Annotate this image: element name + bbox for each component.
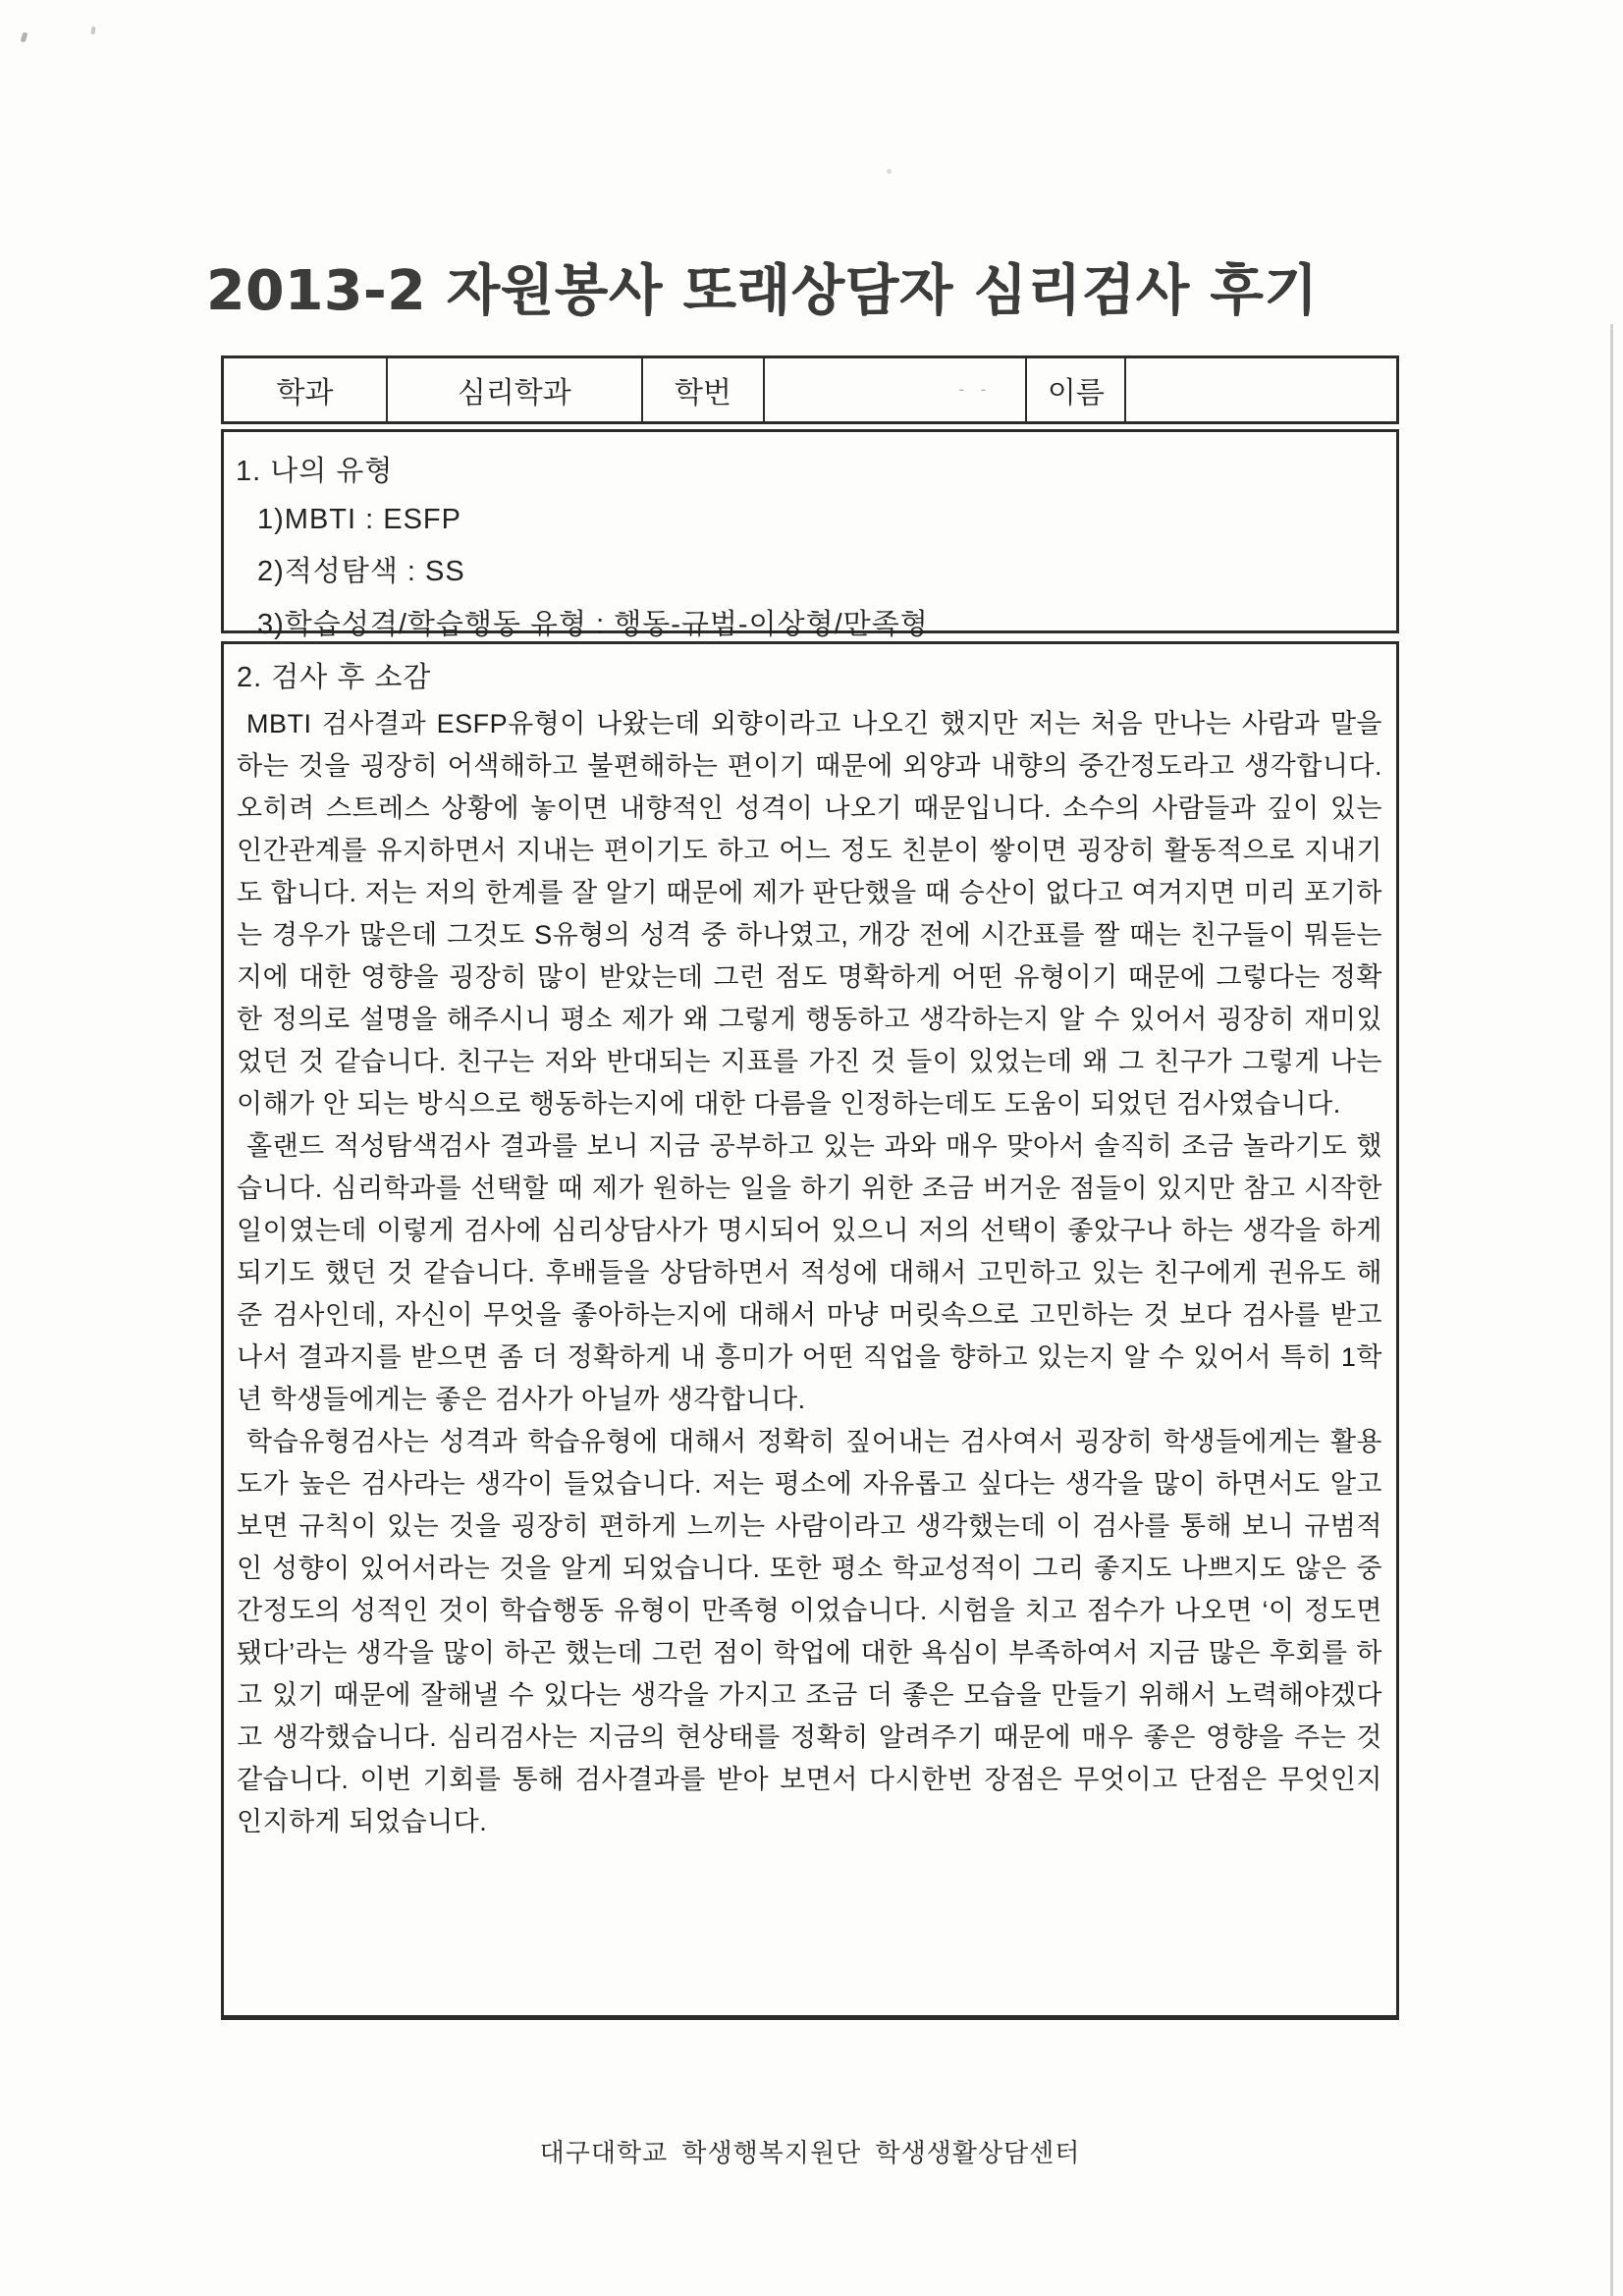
learning-type-item: 3)학습성격/학습행동 유형 : 행동-규범-이상형/만족형 (257, 609, 929, 640)
department-label: 학과 (223, 357, 388, 423)
footer-organization: 대구대학교 학생행복지원단 학생생활상담센터 (539, 2138, 1081, 2167)
my-type-section (221, 429, 1399, 640)
department-value: 심리학과 (387, 357, 642, 423)
scan-speck (887, 169, 892, 174)
student-info-row (223, 357, 1398, 423)
document-title: 2013-2 자원봉사 또래상담자 심리검사 후기 (206, 259, 1319, 323)
review-paragraph-holland: 홀랜드 적성탐색검사 결과를 보니 지금 공부하고 있는 과와 매우 맞아서 솔직히 조금 놀라기도 했습니다. 심리학과를 선택할 때 제가 원하는 일을 하기 위한 조금 버거운 점들이 있지만 참고 시작한 일이였는데 이렇게 검사에 심리상담사가 명시되어 있으니 저의 선택이 좋았구나 하는 생각을 하게 되기도 했던 것 같습니다. 후배들을 상담하면서 적성에 대해서 고민하고 있는 친구에게 권유도 해준 검사인데, 자신이 무엇을 좋아하는지에 대해서 마냥 머릿속으로 고민하는 것 보다 검사를 받고 나서 결과지를 받으면 좀 더 정확하게 내 흥미가 어떤 직업을 향하고 있는지 알 수 있어서 특히 1학년 학생들에게는 좋은 검사가 아닐까 생각합니다. (237, 1131, 1382, 1414)
review-section (221, 641, 1399, 2020)
mbti-type-item: 1)MBTI : ESFP (257, 504, 461, 535)
my-type-heading: 1. 나의 유형 (236, 456, 394, 487)
scan-speck (21, 31, 28, 42)
review-heading: 2. 검사 후 소감 (237, 662, 432, 693)
scan-edge-line (1610, 324, 1613, 2296)
aptitude-type-item: 2)적성탐색 : SS (257, 556, 465, 587)
student-id-label: 학번 (642, 357, 765, 423)
review-paragraph-learning: 학습유형검사는 성격과 학습유형에 대해서 정확히 짚어내는 검사여서 굉장히 학생들에게는 활용도가 높은 검사라는 생각이 들었습니다. 저는 평소에 자유롭고 싶다는 생각을 많이 하면서도 알고 보면 규칙이 있는 것을 굉장히 편하게 느끼는 사람이라고 생각했는데 이 검사를 통해 보니 규범적인 성향이 있어서라는 것을 알게 되었습니다. 또한 평소 학교성적이 그리 좋지도 나쁘지도 않은 중간정도의 성적인 것이 학습행동 유형이 만족형 이었습니다. 시험을 치고 점수가 나오면 ‘이 정도면 됐다’라는 생각을 많이 하곤 했는데 그런 점이 학업에 대한 욕심이 부족하여서 지금 많은 후회를 하고 있기 때문에 잘해낼 수 있다는 생각을 가지고 조금 더 좋은 모습을 만들기 위해서 노력해야겠다고 생각했습니다. 심리검사는 지금의 현상태를 정확히 알려주기 때문에 매우 좋은 영향을 주는 것 같습니다. 이번 기회를 통해 검사결과를 받아 보면서 다시한번 장점은 무엇이고 단점은 무엇인지 인지하게 되었습니다. (237, 1427, 1382, 1836)
name-label: 이름 (1026, 357, 1125, 423)
student-id-value: - - (764, 357, 1026, 423)
name-value (1125, 357, 1397, 423)
student-info-table (221, 355, 1399, 424)
review-paragraph-mbti: MBTI 검사결과 ESFP유형이 나왔는데 외향이라고 나오긴 했지만 저는 처음 만나는 사람과 말을 하는 것을 굉장히 어색해하고 불편해하는 편이기 때문에 외양과 내향의 중간정도라고 생각합니다. 오히려 스트레스 상황에 놓이면 내향적인 성격이 나오기 때문입니다. 소수의 사람들과 깊이 있는 인간관계를 유지하면서 지내는 편이기도 하고 어느 정도 친분이 쌓이면 굉장히 활동적으로 지내기도 합니다. 저는 저의 한계를 잘 알기 때문에 제가 판단했을 때 승산이 없다고 여겨지면 미리 포기하는 경우가 많은데 그것도 S유형의 성격 중 하나였고, 개강 전에 시간표를 짤 때는 친구들이 뭐듣는지에 대한 영향을 굉장히 많이 받았는데 그런 점도 명확하게 어떤 유형이기 때문에 그렇다는 정확한 정의로 설명을 해주시니 평소 제가 왜 그렇게 행동하고 생각하는지 알 수 있어서 굉장히 재미있었던 것 같습니다. 친구는 저와 반대되는 지표를 가진 것 들이 있었는데 왜 그 친구가 그렇게 나는 이해가 안 되는 방식으로 행동하는지에 대한 다름을 인정하는데도 도움이 되었던 검사였습니다. (237, 709, 1382, 1119)
scan-speck (90, 27, 95, 34)
